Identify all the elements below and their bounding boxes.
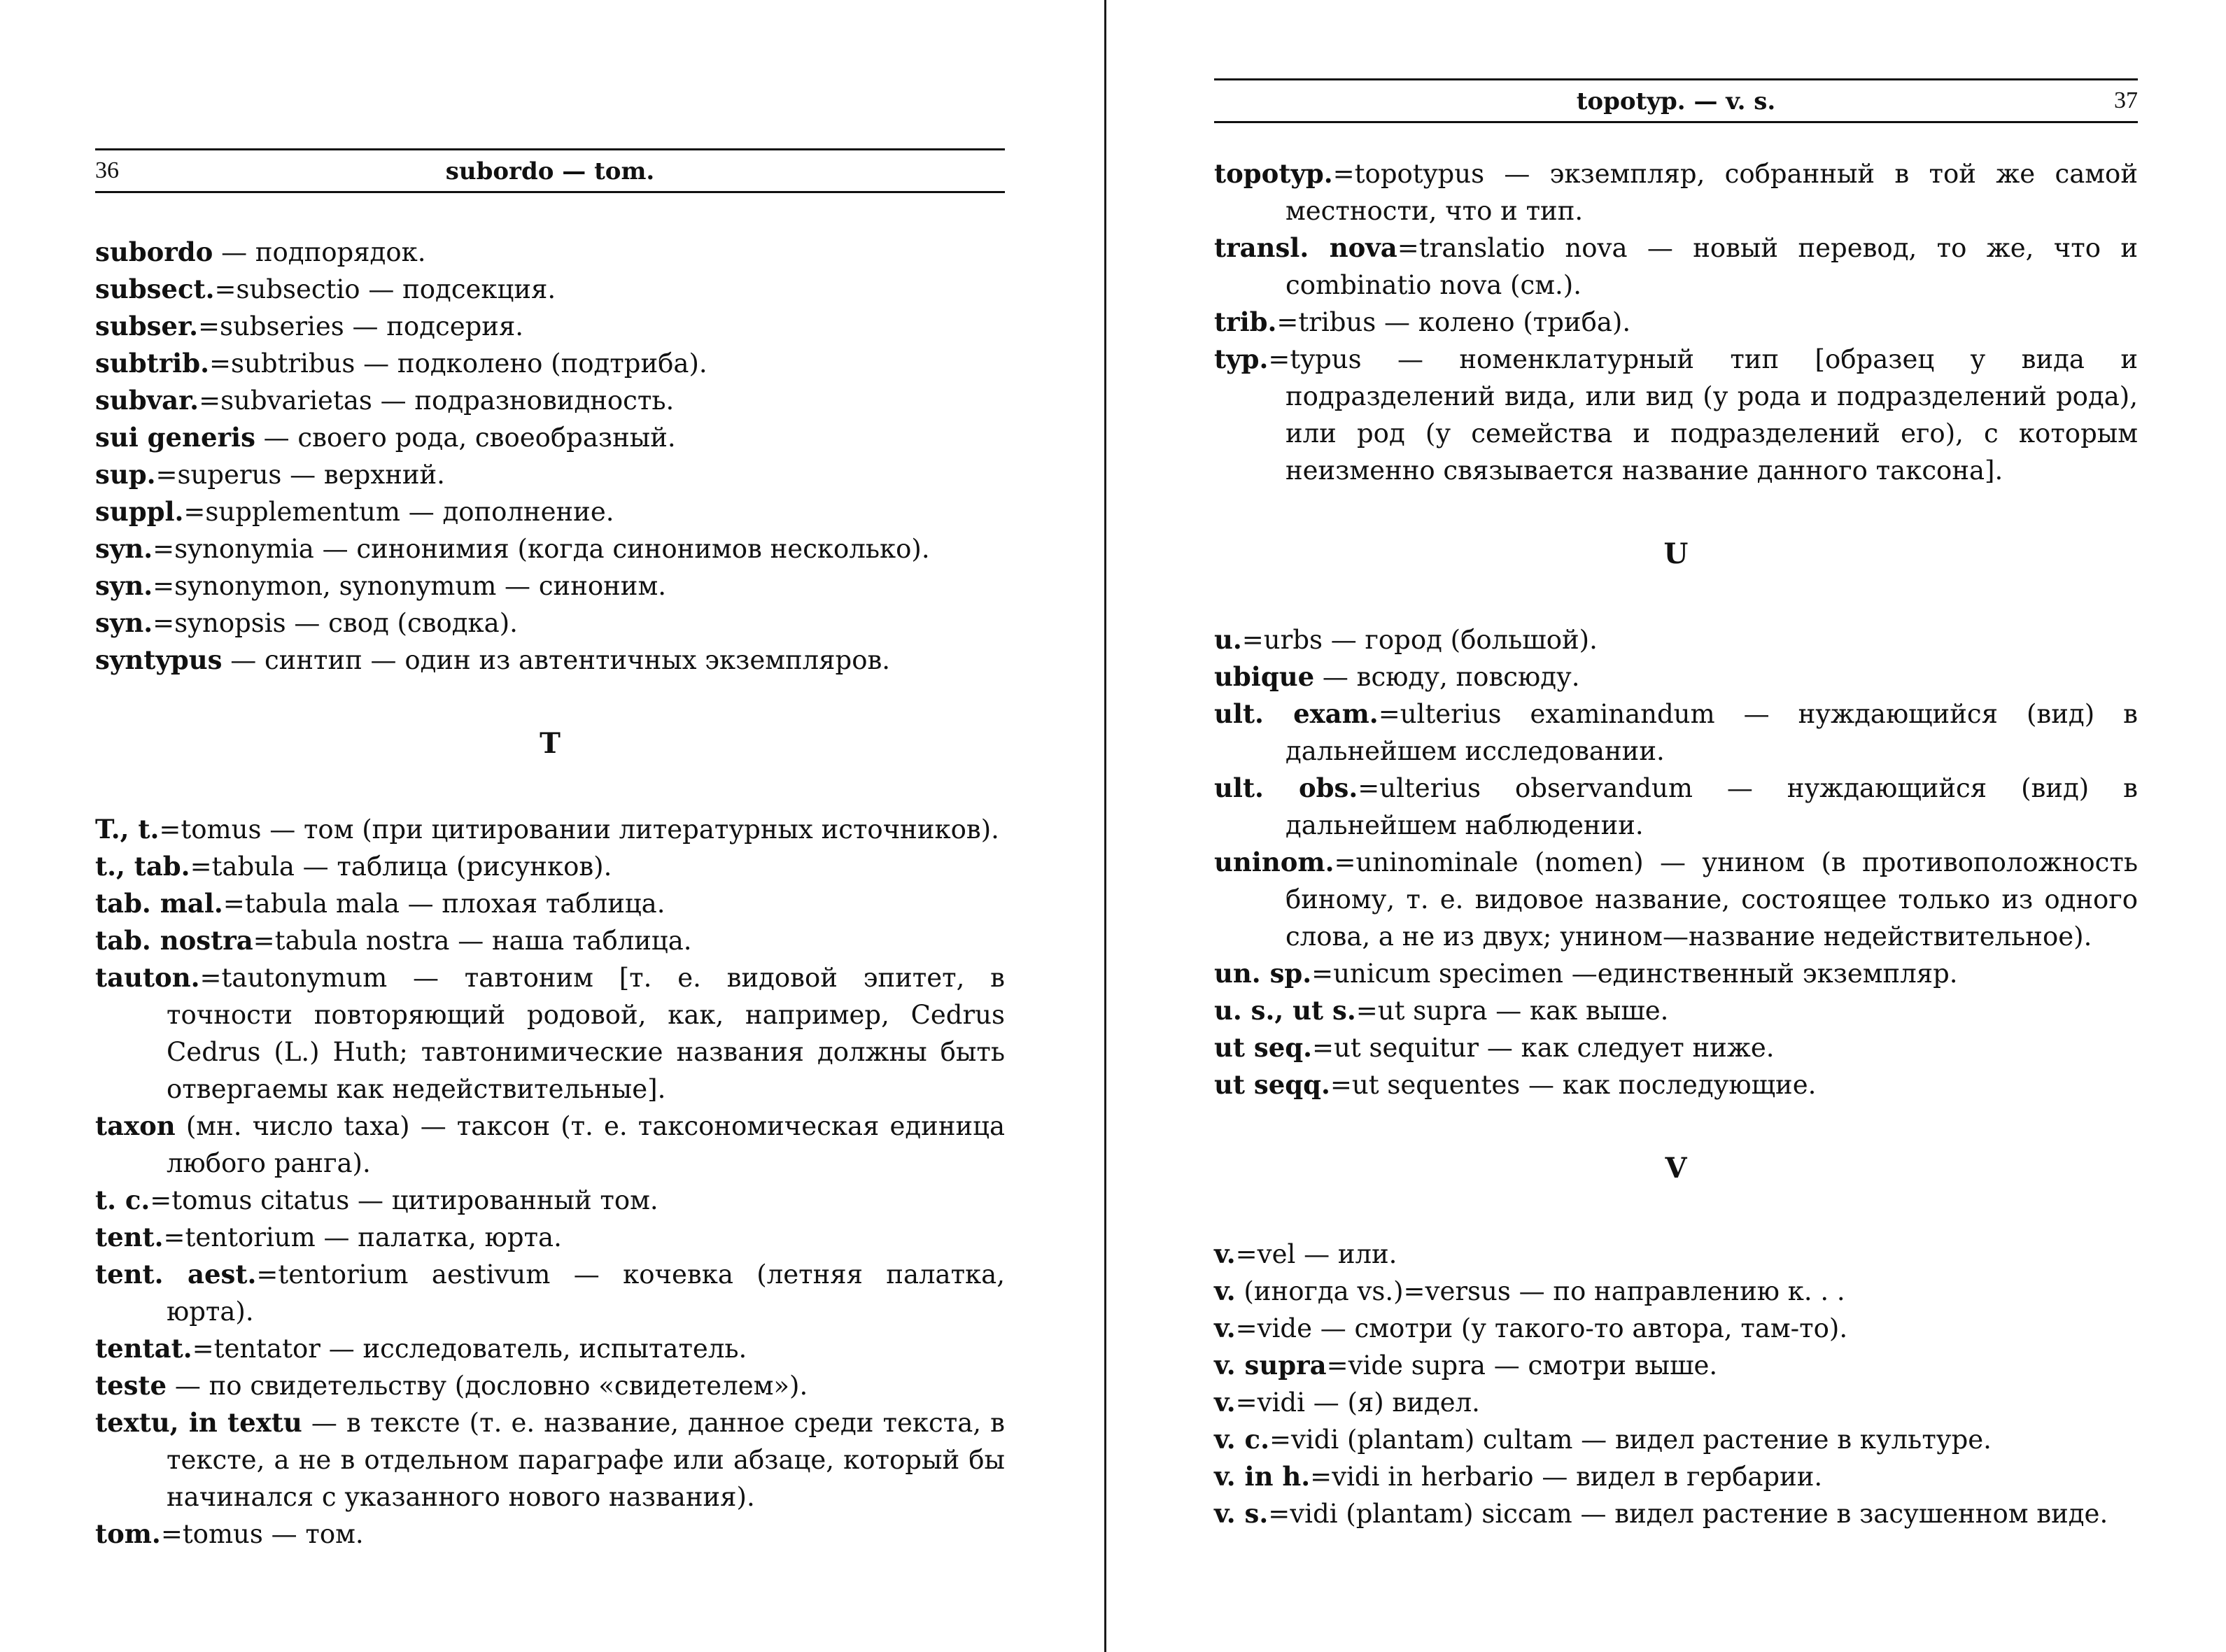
entry-definition: — синтип — один из автентичных экземпляров. [222, 645, 891, 675]
dictionary-entry [95, 456, 1005, 493]
entry-abbreviation: ult. obs. [1214, 772, 1358, 803]
dictionary-entry [1214, 1458, 2138, 1495]
entry-abbreviation: subvar. [95, 385, 199, 416]
entry-abbreviation: v. c. [1214, 1424, 1269, 1455]
entry-definition: =uninominale (nomen) — унином (в противоположность биному, т. е. видовое название, состоящее только из одного слова, а не из двух; унином—название недействительное). [1285, 847, 2138, 952]
entry-abbreviation: suppl. [95, 496, 184, 527]
entry-abbreviation: u. s., ut s. [1214, 995, 1356, 1026]
dictionary-entry [95, 1330, 1005, 1367]
dictionary-entry [95, 419, 1005, 456]
entry-abbreviation: transl. nova [1214, 232, 1397, 263]
entry-abbreviation: subsect. [95, 274, 215, 304]
dictionary-entry [1214, 1495, 2138, 1532]
dictionary-entry [1214, 1347, 2138, 1384]
entry-abbreviation: tent. [95, 1222, 164, 1252]
dictionary-entry [1214, 621, 2138, 658]
entry-definition: =synonymia — синонимия (когда синонимов несколько). [153, 534, 930, 564]
page-number: 36 [95, 157, 119, 183]
dictionary-entry [95, 1404, 1005, 1516]
dictionary-entry [1214, 658, 2138, 696]
book-spine [1104, 0, 1106, 1652]
right-page-header [1214, 78, 2138, 123]
entry-definition: =tomus — том (при цитировании литературных источников). [159, 814, 999, 845]
dictionary-entry [1214, 1029, 2138, 1066]
dictionary-entry [1214, 341, 2138, 489]
dictionary-entry [95, 493, 1005, 530]
entry-abbreviation: u. [1214, 624, 1242, 655]
entry-abbreviation: typ. [1214, 344, 1269, 374]
running-head: topotyp. — v. s. [1576, 87, 1776, 115]
entry-definition: =synonymon, synonymum — синоним. [153, 571, 667, 601]
entry-definition: =tentorium aestivum — кочевка (летняя палатка, юрта). [167, 1259, 1005, 1327]
section-heading-t: T [540, 727, 561, 760]
entry-abbreviation: t. c. [95, 1185, 150, 1215]
entry-abbreviation: v. [1214, 1238, 1236, 1269]
entry-list [1214, 155, 2138, 489]
entry-definition: =vide supra — смотри выше. [1326, 1350, 1718, 1381]
dictionary-entry [1214, 1384, 2138, 1421]
entry-definition: =ut supra — как выше. [1355, 996, 1669, 1026]
entry-abbreviation: topotyp. [1214, 158, 1333, 189]
dictionary-entry [95, 605, 1005, 642]
entry-definition: (иногда vs.)=versus — по направлению к. . . [1235, 1276, 1845, 1306]
dictionary-entry [1214, 992, 2138, 1029]
dictionary-entry [1214, 1236, 2138, 1273]
dictionary-entry [1214, 155, 2138, 230]
dictionary-entry [1214, 1310, 2138, 1347]
entry-list [1214, 1236, 2138, 1532]
dictionary-entry [95, 567, 1005, 605]
entry-abbreviation: tab. nostra [95, 925, 253, 956]
entry-abbreviation: syn. [95, 533, 153, 564]
entry-abbreviation: syn. [95, 607, 153, 638]
entry-abbreviation: textu, in textu [95, 1407, 302, 1438]
entry-definition: — подпорядок. [213, 237, 426, 267]
running-head: subordo — tom. [445, 157, 655, 185]
entry-definition: =vidi — (я) видел. [1235, 1388, 1480, 1418]
entry-definition: =vidi in herbario — видел в гербарии. [1310, 1462, 1823, 1492]
entry-definition: =translatio nova — новый перевод, то же, что и combinatio nova (см.). [1285, 233, 2138, 300]
entry-abbreviation: subser. [95, 311, 198, 341]
dictionary-entry [95, 811, 1005, 848]
entry-abbreviation: trib. [1214, 306, 1277, 337]
entry-abbreviation: uninom. [1214, 847, 1334, 877]
section-heading-u: U [1663, 537, 1689, 570]
entry-definition: =tabula — таблица (рисунков). [190, 852, 612, 882]
entry-definition: =tabula nostra — наша таблица. [253, 926, 692, 956]
entry-definition: =ut sequitur — как следует ниже. [1312, 1033, 1775, 1063]
dictionary-entry [95, 1367, 1005, 1404]
entry-abbreviation: taxon [95, 1110, 176, 1141]
entry-definition: — по свидетельству (дословно «свидетелем»). [167, 1371, 808, 1401]
entry-list [1214, 621, 2138, 1103]
dictionary-entry [95, 1516, 1005, 1553]
entry-abbreviation: tent. aest. [95, 1259, 257, 1290]
entry-definition: =ulterius examinandum — нуждающийся (вид) в дальнейшем исследовании. [1285, 699, 2138, 766]
dictionary-entry [95, 848, 1005, 885]
dictionary-entry [1214, 1421, 2138, 1458]
dictionary-entry [1214, 955, 2138, 992]
entry-definition: =subseries — подсерия. [197, 311, 524, 341]
entry-definition: (мн. число taxa) — таксон (т. е. таксономическая единица любого ранга). [167, 1111, 1005, 1178]
entry-definition: =vel — или. [1235, 1239, 1397, 1269]
entry-definition: — в тексте (т. е. название, данное среди текста, в тексте, а не в отдельном параграфе или абзаце, который бы начинался с указанного нового названия). [167, 1408, 1005, 1512]
dictionary-entry [95, 308, 1005, 345]
dictionary-entry [95, 922, 1005, 959]
dictionary-entry [1214, 696, 2138, 770]
dictionary-entry [95, 1182, 1005, 1219]
entry-definition: =urbs — город (большой). [1241, 625, 1598, 655]
dictionary-entry [95, 1108, 1005, 1182]
entry-abbreviation: subordo [95, 236, 213, 267]
entry-definition: =synopsis — свод (сводка). [153, 608, 518, 638]
entry-abbreviation: v. [1214, 1276, 1236, 1306]
dictionary-entry [1214, 770, 2138, 844]
entry-abbreviation: v. [1214, 1313, 1236, 1343]
entry-definition: =topotypus — экземпляр, собранный в той же самой местности, что и тип. [1285, 159, 2138, 226]
entry-definition: =tentorium — палатка, юрта. [163, 1222, 562, 1252]
entry-definition: =subvarietas — подразновидность. [199, 386, 675, 416]
entry-abbreviation: ubique [1214, 661, 1315, 692]
dictionary-entry [95, 1219, 1005, 1256]
entry-definition: =vide — смотри (у такого-то автора, там-то). [1235, 1313, 1848, 1343]
dictionary-entry [95, 345, 1005, 382]
dictionary-entry [1214, 844, 2138, 955]
entry-definition: =tomus citatus — цитированный том. [150, 1185, 658, 1215]
dictionary-entry [1214, 230, 2138, 304]
entry-abbreviation: syn. [95, 570, 153, 601]
entry-definition: =vidi (plantam) siccam — видел растение в засушенном виде. [1268, 1499, 2108, 1529]
dictionary-entry [95, 1256, 1005, 1330]
dictionary-entry [95, 530, 1005, 567]
entry-definition: =superus — верхний. [155, 460, 445, 490]
entry-abbreviation: tentat. [95, 1333, 192, 1364]
entry-abbreviation: teste [95, 1370, 167, 1401]
entry-definition: =tentator — исследователь, испытатель. [192, 1334, 747, 1364]
entry-abbreviation: v. s. [1214, 1498, 1269, 1529]
page-number: 37 [2114, 87, 2138, 113]
entry-abbreviation: un. sp. [1214, 958, 1312, 989]
entry-definition: =ulterius observandum — нуждающийся (вид) в дальнейшем наблюдении. [1285, 773, 2138, 840]
entry-abbreviation: ut seq. [1214, 1032, 1312, 1063]
dictionary-entry [95, 959, 1005, 1108]
entry-abbreviation: v. supra [1214, 1350, 1327, 1381]
left-page-body [95, 234, 1005, 1553]
entry-abbreviation: syntypus [95, 644, 223, 675]
entry-abbreviation: tauton. [95, 962, 200, 993]
dictionary-entry [95, 382, 1005, 419]
dictionary-entry [95, 234, 1005, 271]
entry-definition: — своего рода, своеобразный. [255, 423, 676, 453]
entry-definition: =vidi (plantam) cultam — видел растение в культуре. [1269, 1425, 1992, 1455]
entry-definition: =tribus — колено (триба). [1276, 307, 1631, 337]
entry-abbreviation: t., tab. [95, 851, 190, 882]
dictionary-entry [1214, 304, 2138, 341]
section-heading-v: V [1665, 1152, 1687, 1185]
entry-abbreviation: tab. mal. [95, 888, 223, 919]
dictionary-entry [95, 642, 1005, 679]
entry-abbreviation: T., t. [95, 814, 160, 845]
entry-definition: — всюду, повсюду. [1314, 662, 1580, 692]
entry-definition: =unicum specimen —единственный экземпляр. [1311, 959, 1958, 989]
entry-definition: =typus — номенклатурный тип [образец у вида и подразделений вида, или вид (у рода и подразделений рода), или род (у семейства и подразделений его), с которым неизменно связывается название данного таксона]. [1268, 344, 2138, 486]
left-page-header [95, 148, 1005, 193]
right-page-body [1214, 155, 2138, 1532]
entry-abbreviation: v. in h. [1214, 1461, 1311, 1492]
dictionary-entry [1214, 1066, 2138, 1103]
entry-abbreviation: tom. [95, 1518, 161, 1549]
entry-definition: =tabula mala — плохая таблица. [223, 889, 665, 919]
entry-abbreviation: sui generis [95, 422, 255, 453]
entry-abbreviation: v. [1214, 1387, 1236, 1418]
entry-abbreviation: ult. exam. [1214, 698, 1379, 729]
entry-abbreviation: ut seqq. [1214, 1069, 1330, 1100]
entry-abbreviation: subtrib. [95, 348, 209, 379]
entry-definition: =subsectio — подсекция. [214, 274, 556, 304]
dictionary-entry [95, 885, 1005, 922]
dictionary-entry [95, 271, 1005, 308]
dictionary-entry [1214, 1273, 2138, 1310]
entry-definition: =tomus — том. [160, 1519, 364, 1549]
entry-list [95, 234, 1005, 679]
entry-definition: =subtribus — подколено (подтриба). [209, 348, 707, 379]
entry-definition: =tautonymum — тавтоним [т. е. видовой эпитет, в точности повторяющий родовой, как, например, Cedrus Cedrus (L.) Huth; тавтонимические названия должны быть отвергаемы как недействительные]. [167, 963, 1005, 1104]
entry-abbreviation: sup. [95, 459, 156, 490]
entry-definition: =supplementum — дополнение. [183, 497, 614, 527]
entry-definition: =ut sequentes — как последующие. [1330, 1070, 1817, 1100]
entry-list [95, 811, 1005, 1553]
